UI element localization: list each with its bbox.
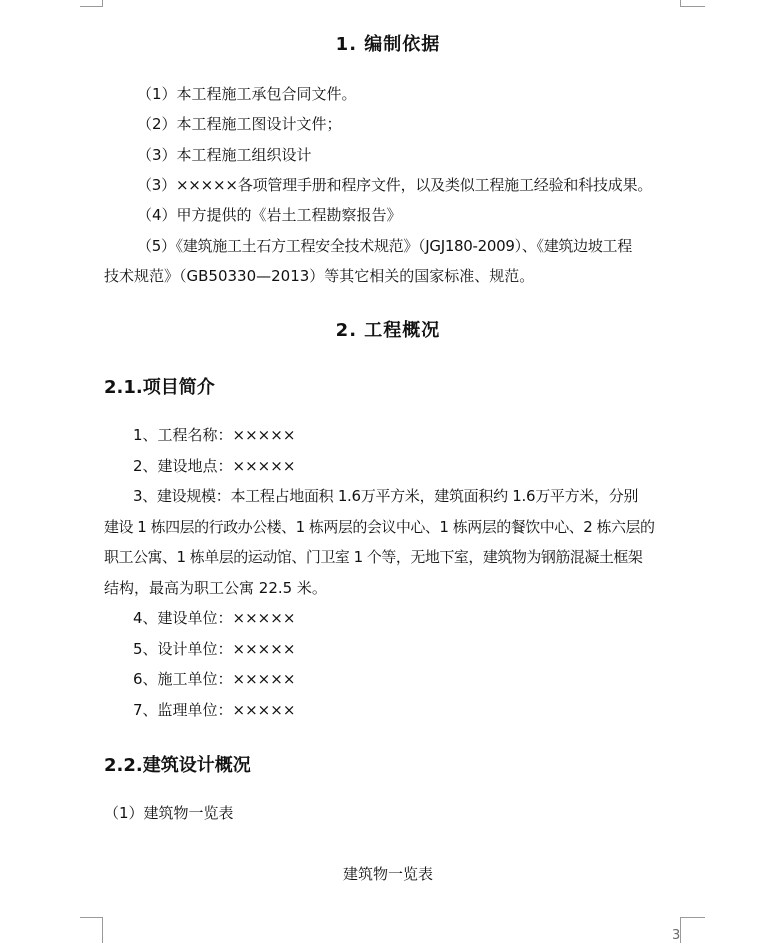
crop-mark-top-right [680,0,705,7]
basis-item-4: （3）×××××各项管理手册和程序文件，以及类似工程施工经验和科技成果。 [137,176,653,194]
basis-item-2: （2）本工程施工图设计文件； [137,115,342,133]
project-scale-line-3: 职工公寓、1 栋单层的运动馆、门卫室 1 个等，无地下室，建筑物为钢筋混凝土框架 [104,548,643,566]
subsection-2-2-heading: 2.2.建筑设计概况 [104,755,251,776]
page-number: 3 [672,928,681,943]
crop-mark-bottom-right [680,917,705,943]
contractor-line: 6、施工单位：××××× [133,670,296,688]
section-2-title: 2. 工程概况 [335,320,441,341]
subsection-2-1-heading: 2.1.项目简介 [104,377,215,398]
section-1-title: 1. 编制依据 [335,34,441,55]
designer-line: 5、设计单位：××××× [133,640,296,658]
building-list-item: （1）建筑物一览表 [104,804,234,822]
project-location-line: 2、建设地点：××××× [133,457,296,475]
project-name-line: 1、工程名称：××××× [133,426,296,444]
project-scale-line-2: 建设 1 栋四层的行政办公楼、1 栋两层的会议中心、1 栋两层的餐饮中心、2 栋六层的 [104,518,655,536]
table-caption: 建筑物一览表 [342,865,433,883]
crop-mark-top-left [80,0,103,7]
project-scale-line-1: 3、建设规模：本工程占地面积 1.6万平方米，建筑面积约 1.6万平方米，分别 [133,487,639,505]
basis-item-1: （1）本工程施工承包合同文件。 [137,85,357,103]
basis-item-6: （5）《建筑施工土石方工程安全技术规范》（JGJ180-2009）、《建筑边坡工程 [137,237,632,255]
basis-item-3: （3）本工程施工组织设计 [137,146,312,164]
supervisor-line: 7、监理单位：××××× [133,701,296,719]
owner-line: 4、建设单位：××××× [133,609,296,627]
project-scale-line-4: 结构，最高为职工公寓 22.5 米。 [104,579,327,597]
crop-mark-bottom-left [80,917,103,943]
basis-item-6-continued: 技术规范》（GB50330—2013）等其它相关的国家标准、规范。 [104,267,535,285]
basis-item-5: （4）甲方提供的《岩土工程勘察报告》 [137,206,402,224]
